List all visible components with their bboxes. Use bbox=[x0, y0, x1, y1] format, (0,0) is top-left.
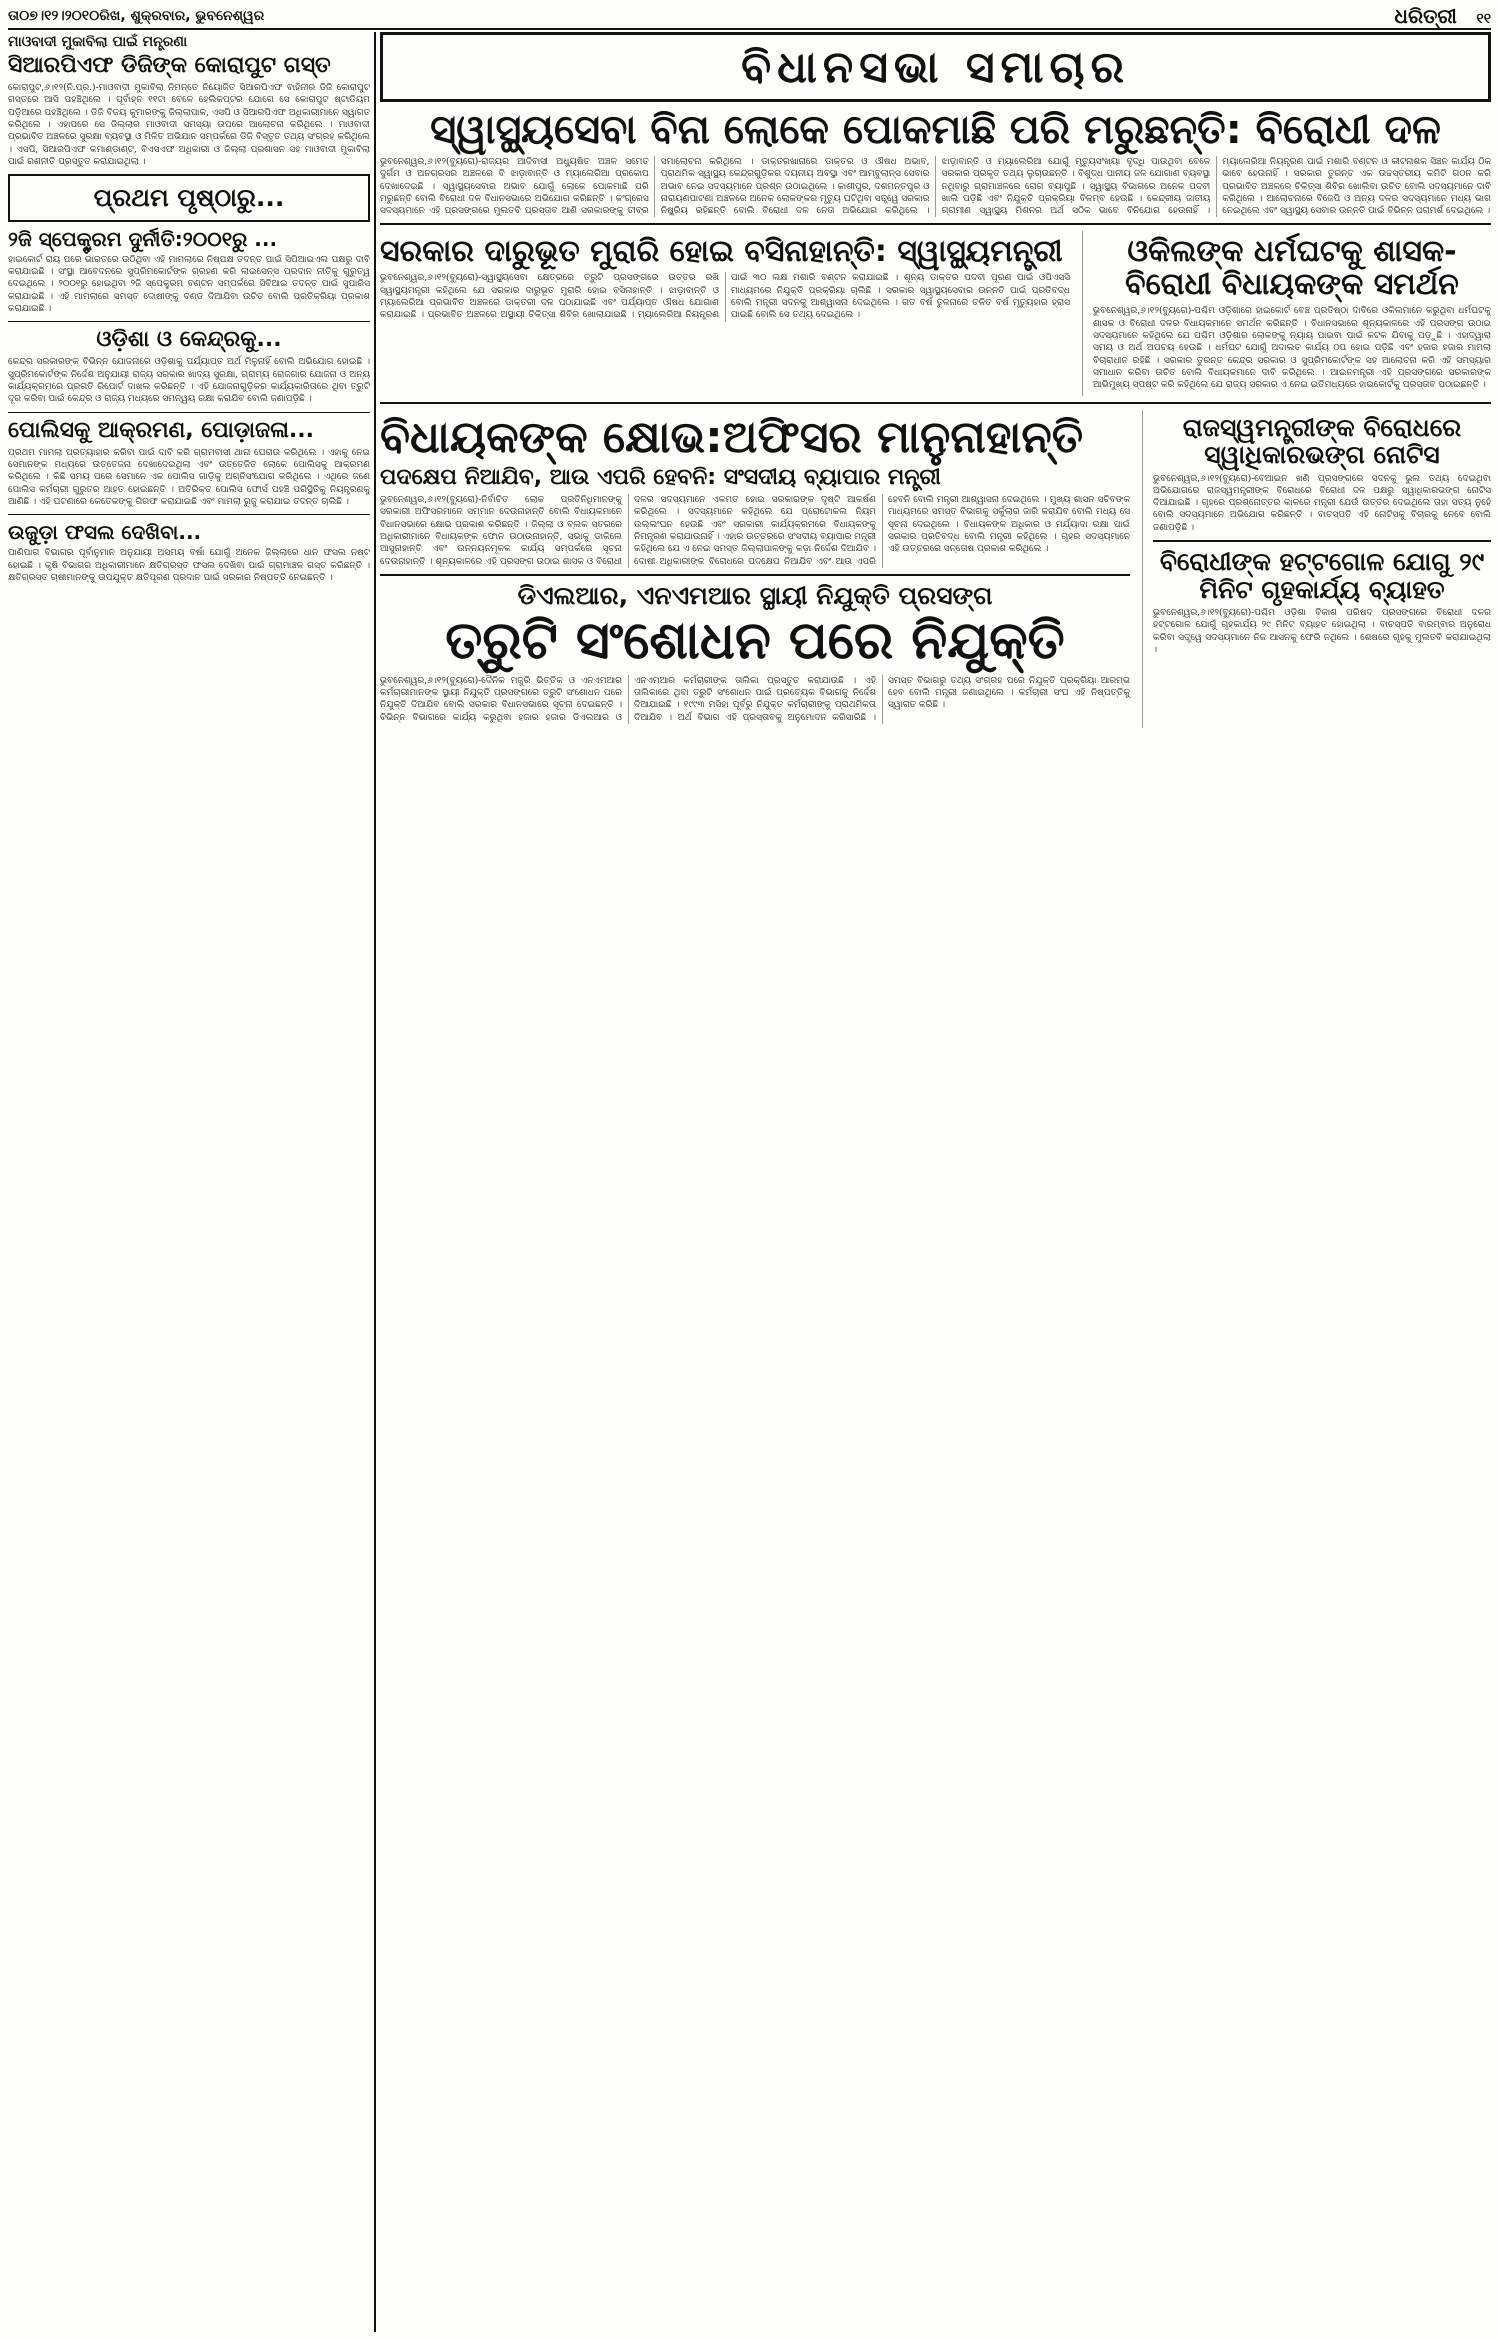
r6-headline: ବିରୋଧୀଙ୍କ ହଟ୍ଟଗୋଳ ଯୋଗୁ ୨୯ ମିନିଟ ଗୃହକାର୍ଯ୍ୟ ବ୍ୟାହତ bbox=[1159, 547, 1485, 604]
r2-article bbox=[380, 231, 1070, 395]
a1-headline: ସିଆରପିଏଫ ଡିଜିଙ୍କ କୋରାପୁଟ ଗସ୍ତ bbox=[8, 53, 331, 78]
dateline: ତା୦୭।୧୨।୨୦୧୦ରିଖ, ଶୁକ୍ରବାର, ଭୁବନେଶ୍ୱର bbox=[8, 8, 265, 24]
r7-body: ଭୁବନେଶ୍ୱର,୬।୧୨(ବ୍ୟୁରୋ)-ଦୈନିକ ମଜୁରି ଭିତ୍ତିକ ଓ ଏନଏମଆର କର୍ମଚାରୀମାନଙ୍କ ସ୍ଥାୟୀ ନିଯୁକ୍ତି ପ୍ରସଙ୍ଗରେ ତ୍ରୁଟି ସଂଶୋଧନ ପରେ ନିଯୁକ୍ତି ଦିଆଯିବ ବୋଲି ସରକାର ବିଧାନସଭାରେ ସୂଚନା ଦେଇଛନ୍ତି । ବିଭିନ୍ନ ବିଭାଗରେ କାର୍ଯ୍ୟ କରୁଥିବା ହଜାର ହଜାର ଡିଏଲଆର ଓ ଏନଏମଆର କର୍ମଚାରୀଙ୍କ ତାଲିକା ପ୍ରସ୍ତୁତ କରାଯାଉଛି । ଏହି ତାଲିକାରେ ଥିବା ତ୍ରୁଟି ସଂଶୋଧନ ପାଇଁ ପ୍ରତ୍ୟେକ ବିଭାଗକୁ ନିର୍ଦ୍ଦେଶ ଦିଆଯାଇଛି । ୧୯୯୩ ମସିହା ପୂର୍ବରୁ ନିଯୁକ୍ତ କର୍ମଚାରୀଙ୍କୁ ପ୍ରାଥମିକତା ଦିଆଯିବ । ଅର୍ଥ ବିଭାଗ ଏହି ପ୍ରସ୍ତାବକୁ ଅନୁମୋଦନ କରିସାରିଛି । ସମସ୍ତ ବିଭାଗରୁ ତଥ୍ୟ ସଂଗ୍ରହ ପରେ ନିଯୁକ୍ତି ପ୍ରକ୍ରିୟା ଆରମ୍ଭ ହେବ ବୋଲି ମନ୍ତ୍ରୀ ଜଣାଇଥିଲେ । କର୍ମଚାରୀ ସଂଘ ଏହି ନିଷ୍ପତ୍ତିକୁ ସ୍ୱାଗତ କରିଛି । bbox=[380, 675, 1130, 723]
column-divider bbox=[374, 32, 376, 2332]
page-number: ୧୧ bbox=[1476, 11, 1491, 27]
left-column bbox=[8, 32, 370, 2330]
mid-row bbox=[380, 231, 1491, 395]
r5-body: ଭୁବନେଶ୍ୱର,୬।୧୨(ବ୍ୟୁରୋ)-ବେଆଇନ ଖଣି ପ୍ରସଙ୍ଗରେ ସଦନକୁ ଭୁଲ ତଥ୍ୟ ଦେଇଥିବା ଅଭିଯୋଗରେ ରାଜସ୍ୱମନ୍ତ୍ରୀଙ୍କ ବିରୋଧରେ ବିରୋଧୀ ଦଳ ପକ୍ଷରୁ ସ୍ୱାଧିକାରଭଙ୍ଗ ନୋଟିସ ଦିଆଯାଇଛି । ଗୃହରେ ପ୍ରଶ୍ନୋତ୍ତର କାଳରେ ମନ୍ତ୍ରୀ ଯେଉଁ ଉତ୍ତର ଦେଇଥିଲେ ତାହା ସତ୍ୟ ନୁହେଁ ବୋଲି ସଦସ୍ୟମାନେ ଅଭିଯୋଗ କରିଛନ୍ତି । ବାଚସ୍ପତି ଏହି ନୋଟିସକୁ ବିଚାରକୁ ନେବେ ବୋଲି ଜଣାପଡ଼ିଛି । bbox=[1153, 473, 1491, 533]
lower-row bbox=[380, 410, 1491, 728]
page-header bbox=[8, 4, 1491, 30]
r5-headline: ରାଜସ୍ୱମନ୍ତ୍ରୀଙ୍କ ବିରୋଧରେ ସ୍ୱାଧିକାରଭଙ୍ଗ ନୋଟିସ bbox=[1182, 412, 1462, 470]
a4-body: ପ୍ରଥମ ମାମଲା ପ୍ରତ୍ୟାହାର କରିବା ପାଇଁ ଦାବି କରି ଗ୍ରାମବାସୀ ଥାନା ଘେରାଉ କରିଥିଲେ । ଏହାକୁ ନେଇ ସେମାନଙ୍କ ମଧ୍ୟରେ ଉତ୍ତେଜନା ଦେଖାଦେଇଥିଲା ଏବଂ ଉତ୍ତେଜିତ ଲୋକେ ପୋଲିସକୁ ଆକ୍ରମଣ କରିଥିଲେ । କିଛି ସମୟ ପରେ ସେମାନେ ଏକ ପୋଲିସ ଗାଡ଼ିକୁ ଅଗ୍ନିସଂଯୋଗ କରିଥିଲେ । ଏଥିରେ ଜଣେ ପୋଲିସ କର୍ମଚାରୀ ଗୁରୁତର ଆହତ ହୋଇଛନ୍ତି । ଅତିରିକ୍ତ ପୋଲିସ ଫୋର୍ସ ପହଞ୍ଚି ପରିସ୍ଥିତିକୁ ନିୟନ୍ତ୍ରଣକୁ ଆଣିଛି । ଏହି ଘଟଣାରେ କେତେକଙ୍କୁ ଗିରଫ କରାଯାଇଛି ଏବଂ ମାମଲା ରୁଜୁ କରାଯାଇ ତଦନ୍ତ ଚାଲିଛି । bbox=[8, 447, 370, 507]
a5-headline: ଉଜୁଡ଼ା ଫସଲ ଦେଖିବା... bbox=[8, 520, 202, 545]
r3-article bbox=[1082, 231, 1491, 395]
a3-body: କେନ୍ଦ୍ର ସରକାରଙ୍କ ବିଭିନ୍ନ ଯୋଜନାରେ ଓଡ଼ିଶାକୁ ପର୍ଯ୍ୟାପ୍ତ ଅର୍ଥ ମିଳୁନାହିଁ ବୋଲି ଅଭିଯୋଗ ହୋଇଛି । ସୁପ୍ରିମକୋର୍ଟଙ୍କ ନିର୍ଦ୍ଦେଶ ଅନୁଯାୟୀ ରାଜ୍ୟ ସରକାର ଖାଦ୍ୟ ସୁରକ୍ଷା, ଗ୍ରାମ୍ୟ ରୋଜଗାର ଯୋଜନା ଓ ଅନ୍ୟ କାର୍ଯ୍ୟକ୍ରମରେ ପ୍ରଗତି ରିପୋର୍ଟ ଦାଖଲ କରିଛନ୍ତି । ଏହି ଯୋଜନାଗୁଡ଼ିକର କାର୍ଯ୍ୟକାରିତାରେ ଥିବା ତ୍ରୁଟି ଦୂର କରିବା ପାଇଁ କେନ୍ଦ୍ର ଓ ରାଜ୍ୟ ମଧ୍ୟରେ ସମନ୍ୱୟ ରକ୍ଷା କରାଯିବ ବୋଲି ଜଣାପଡ଼ିଛି । bbox=[8, 357, 370, 405]
right-section bbox=[380, 32, 1491, 2330]
r4-subheadline: ପଦକ୍ଷେପ ନିଆଯିବ, ଆଉ ଏପରି ହେବନି: ସଂସଦୀୟ ବ୍ୟାପାର ମନ୍ତ୍ରୀ bbox=[380, 464, 941, 490]
a2-body: ହାଇକୋର୍ଟ ରାୟ ପରେ ଭାରତରେ ଉଠିଥିବା ଏହି ମାମଲାରେ ନିଷ୍ପକ୍ଷ ତଦନ୍ତ ପାଇଁ ସିପିଆଇଏଲ ପକ୍ଷରୁ ଦାବି କରାଯାଇଛି । ସଂସ୍ଥା ଆବେଦନରେ ସୁପ୍ରିମକୋର୍ଟଙ୍କ ଗ୍ରହଣ କରି ଲାଇସେନ୍ସ ପ୍ରଦାନ ନୀତିକୁ ଗୁରୁତ୍ୱ ଦେଇଥିଲେ । ୨୦୦୧ରୁ ହୋଇଥିବା ୨ଜି ସ୍ପେକ୍ଟ୍ରମ ବଣ୍ଟନ ସମ୍ପର୍କରେ ସିବିଆଇ ତଦନ୍ତ ପାଇଁ ସୁପାରିସ କରାଯାଇଛି । ଏହି ମାମଲାରେ ସମସ୍ତ ଦୋଷୀଙ୍କୁ ଦଣ୍ଡ ଦିଆଯିବା ଉଚିତ ବୋଲି ପ୍ରତିକ୍ରିୟା ପ୍ରକାଶ କରାଯାଇଛି । bbox=[8, 254, 370, 314]
a4-headline: ପୋଲିସକୁ ଆକ୍ରମଣ, ପୋଡ଼ାଜଳା... bbox=[8, 417, 314, 443]
box-heading: ପ୍ରଥମ ପୃଷ୍ଠାରୁ... bbox=[93, 183, 285, 213]
r2-headline: ସରକାର ଦାରୁଭୂତ ମୁରାରି ହୋଇ ବସିନାହାନ୍ତି: ସ୍ୱାସ୍ଥ୍ୟମନ୍ତ୍ରୀ bbox=[380, 234, 1063, 270]
a1-body: କୋରାପୁଟ,୬।୧୨(ନି.ପ୍ର.)-ମାଓବାଦୀ ମୁକାବିଲା ନିମନ୍ତେ ନିୟୋଜିତ ସିଆରପିଏଫ ବାହିନୀର ଡିଜି କୋରାପୁଟ ଗସ୍ତରେ ଆସି ପହଞ୍ଚିଥିଲେ । ପୂର୍ବାହ୍ନ ୧୧ଟା ବେଳେ ହେଲିକପ୍ଟର ଯୋଗେ ସେ କୋରାପୁଟ ଷ୍ଟାଡିୟମ ପଡ଼ିଆରେ ପହଞ୍ଚିଥିଲେ । ଡିଜି ବିଜୟ କୁମାରଙ୍କୁ ଜିଲ୍ଲାପାଳ, ଏସପି ଓ ସିଆରପିଏଫ ଅଧିକାରୀମାନେ ସ୍ୱାଗତ କରିଥିଲେ । ଏହାପରେ ସେ ଜିଲ୍ଲାର ମାଓବାଦୀ ସମସ୍ୟା ଉପରେ ଆଲୋଚନା କରିଥିଲେ । ମାଓବାଦୀ ପ୍ରଭାବିତ ଅଞ୍ଚଳରେ ସୁରକ୍ଷା ବ୍ୟବସ୍ଥା ଓ ମିଳିତ ଅଭିଯାନ ସମ୍ପର୍କରେ ଡିଜି ବିସ୍ତୃତ ତଥ୍ୟ ସଂଗ୍ରହ କରିଥିଲେ । ଏସପି, ସିଆରପିଏଫ କମାଣ୍ଡାଣ୍ଟ, ବିଏସଏଫ ଅଧିକାରୀ ଓ ଜିଲ୍ଲା ପ୍ରଶାସନ ସହ ମାଓବାଦୀ ମୁକାବିଲା ପାଇଁ ରଣନୀତି ପ୍ରସ୍ତୁତ କରାଯାଇଥିଲା । bbox=[8, 83, 370, 167]
section-banner: ବିଧାନସଭା ସମାଚାର bbox=[380, 32, 1491, 102]
r3-body: ଭୁବନେଶ୍ୱର,୬।୧୨(ବ୍ୟୁରୋ)-ପଶ୍ଚିମ ଓଡ଼ିଶାରେ ହାଇକୋର୍ଟ ବେଞ୍ଚ ପ୍ରତିଷ୍ଠା ଦାବିରେ ଓକିଲମାନେ କରୁଥିବା ଧର୍ମଘଟକୁ ଶାସକ ଓ ବିରୋଧୀ ଦଳର ବିଧାୟକମାନେ ସମର୍ଥନ କରିଛନ୍ତି । ବିଧାନସଭାରେ ଶୂନ୍ୟକାଳରେ ଏହି ପ୍ରସଙ୍ଗ ଉଠାଇ ସଦସ୍ୟମାନେ କହିଥିଲେ ଯେ ପଶ୍ଚିମ ଓଡ଼ିଶାର ଲୋକଙ୍କୁ ନ୍ୟାୟ ପାଇବା ପାଇଁ କଟକ ଯିବାକୁ ପଡ଼ୁଛି । ଏହାଦ୍ୱାରା ସମୟ ଓ ଅର୍ଥ ଅପଚୟ ହେଉଛି । ଧର୍ମଘଟ ଯୋଗୁଁ ଅଦାଲତ କାର୍ଯ୍ୟ ଠପ ହୋଇ ପଡ଼ିଛି ଏବଂ ହଜାର ହଜାର ମାମଲା ବିଚାରାଧୀନ ରହିଛି । ସରକାର ତୁରନ୍ତ କେନ୍ଦ୍ର ସରକାର ଓ ସୁପ୍ରିମକୋର୍ଟଙ୍କ ସହ ଆଲୋଚନା କରି ଏହି ସମସ୍ୟାର ସମାଧାନ କରିବା ଉଚିତ ବୋଲି ବିଧାୟକମାନେ ଦାବି କରିଥିଲେ । ଆଇନମନ୍ତ୍ରୀ ଏହି ପ୍ରସଙ୍ଗରେ ସରକାରଙ୍କ ଆଭିମୁଖ୍ୟ ସ୍ପଷ୍ଟ କରି କହିଥିଲେ ଯେ ରାଜ୍ୟ ସରକାର ଏ ନେଇ ଇତିମଧ୍ୟରେ ହାଇକୋର୍ଟକୁ ପ୍ରସ୍ତାବ ପଠାଇଛନ୍ତି । bbox=[1093, 306, 1491, 391]
a1-kicker: ମାଓବାଦୀ ମୁକାବିଲା ପାଇଁ ମନ୍ତ୍ରଣା bbox=[8, 34, 188, 50]
r1-headline: ସ୍ୱାସ୍ଥ୍ୟସେବା ବିନା ଲୋକେ ପୋକମାଛି ପରି ମରୁଛନ୍ତି: ବିରୋଧୀ ଦଳ bbox=[430, 107, 1441, 153]
r4-article bbox=[380, 410, 1130, 728]
right-narrow-column bbox=[1142, 410, 1491, 728]
masthead-logo: ଧରିତ୍ରୀ bbox=[1394, 4, 1457, 28]
a5-body: ପାଣିପାଗ ବିଭାଗର ପୂର୍ବାନୁମାନ ଅନୁଯାୟୀ ଅସମୟ ବର୍ଷା ଯୋଗୁଁ ଅନେକ ଜିଲ୍ଲାରେ ଧାନ ଫସଲ ନଷ୍ଟ ହୋଇଛି । କୃଷି ବିଭାଗର ଅଧିକାରୀମାନେ କ୍ଷତିଗ୍ରସ୍ତ ଫସଲ ଦେଖିବା ପାଇଁ ଗ୍ରାମାଞ୍ଚଳ ଗସ୍ତ କରିଛନ୍ତି । କ୍ଷତିଗ୍ରସ୍ତ ଚାଷୀମାନଙ୍କୁ ଉପଯୁକ୍ତ କ୍ଷତିପୂରଣ ପ୍ରଦାନ ପାଇଁ ସରକାର ନିଷ୍ପତ୍ତି ନେଇଛନ୍ତି । bbox=[8, 548, 370, 583]
a3-headline: ଓଡ଼ିଶା ଓ କେନ୍ଦ୍ରକୁ... bbox=[96, 327, 282, 353]
a2-headline: ୨ଜି ସ୍ପେକ୍ଟ୍ରମ ଦୁର୍ନୀତି:୨୦୦୧ରୁ ... bbox=[8, 226, 278, 251]
from-front-page-box bbox=[8, 174, 370, 222]
r1-body: ଭୁବନେଶ୍ୱର,୬।୧୨(ବ୍ୟୁରୋ)-ରାଜ୍ୟର ଆଦିବାସୀ ଅଧ୍ୟୁଷିତ ଅଞ୍ଚଳ ସମେତ ଦୁର୍ଗମ ଓ ଅନଗ୍ରସର ଅଞ୍ଚଳରେ ବି ଝାଡ଼ାବାନ୍ତି ଓ ମ୍ୟାଲେରିଆ ପ୍ରକୋପ ଦେଖାଦେଇଛି । ସ୍ୱାସ୍ଥ୍ୟସେବାର ଅଭାବ ଯୋଗୁଁ ଲୋକେ ପୋକମାଛି ପରି ମରୁଛନ୍ତି ବୋଲି ବିରୋଧୀ ଦଳ ବିଧାନସଭାରେ ଅଭିଯୋଗ କରିଛନ୍ତି । କଂଗ୍ରେସ ସଦସ୍ୟମାନେ ଏହି ପ୍ରସଙ୍ଗରେ ମୁଲତବି ପ୍ରସ୍ତାବ ଆଣି ସରକାରଙ୍କୁ ତୀବ୍ର ସମାଲୋଚନା କରିଥିଲେ । ଡାକ୍ତରଖାନାରେ ଡାକ୍ତର ଓ ଔଷଧ ଅଭାବ, ପ୍ରାଥମିକ ସ୍ୱାସ୍ଥ୍ୟ କେନ୍ଦ୍ରଗୁଡ଼ିକର ଦୟନୀୟ ଅବସ୍ଥା ଏବଂ ଆମ୍ବୁଲାନ୍ସ ସେବାର ଅଭାବ ନେଇ ସଦସ୍ୟମାନେ ପ୍ରଶ୍ନ ଉଠାଇଥିଲେ । କାଶୀପୁର, ଦଶମନ୍ତପୁର ଓ ନାରାୟଣପାଟଣା ଅଞ୍ଚଳରେ ଅନେକ ଲୋକଙ୍କର ମୃତ୍ୟୁ ଘଟିଥିବା ସତ୍ତ୍ୱେ ସରକାର ନିଷ୍କ୍ରିୟ ରହିଛନ୍ତି ବୋଲି ବିରୋଧୀ ଦଳ ନେତା ଅଭିଯୋଗ କରିଥିଲେ । ଝାଡ଼ାବାନ୍ତି ଓ ମ୍ୟାଲେରିଆ ଯୋଗୁଁ ମୃତ୍ୟୁସଂଖ୍ୟା ବୃଦ୍ଧି ପାଉଥିବା ବେଳେ ସରକାର ପ୍ରକୃତ ତଥ୍ୟ ଲୁଚାଉଛନ୍ତି । ବିଶୁଦ୍ଧ ପାନୀୟ ଜଳ ଯୋଗାଣ ବ୍ୟବସ୍ଥା ନଥିବାରୁ ଗ୍ରାମାଞ୍ଚଳରେ ରୋଗ ବ୍ୟାପୁଛି । ସ୍ୱାସ୍ଥ୍ୟ ବିଭାଗରେ ଅନେକ ପଦବୀ ଖାଲି ପଡ଼ିଛି ଏବଂ ନିଯୁକ୍ତି ପ୍ରକ୍ରିୟା ବିଳମ୍ବ ହେଉଛି । କେନ୍ଦ୍ରୀୟ ଜାତୀୟ ଗ୍ରାମୀଣ ସ୍ୱାସ୍ଥ୍ୟ ମିଶନର ଅର୍ଥ ସଠିକ ଭାବେ ବିନିଯୋଗ ହେଉନାହିଁ । ମ୍ୟାଲେରିଆ ନିୟନ୍ତ୍ରଣ ପାଇଁ ମଶାରି ବଣ୍ଟନ ଓ କୀଟନାଶକ ସିଞ୍ଚନ କାର୍ଯ୍ୟ ଠିକ ଭାବେ ହେଉନାହିଁ । ସରକାର ତୁରନ୍ତ ଏକ ଉଚ୍ଚସ୍ତରୀୟ କମିଟି ଗଠନ କରି ପ୍ରଭାବିତ ଅଞ୍ଚଳରେ ଚିକିତ୍ସା ଶିବିର ଖୋଲିବା ଉଚିତ ବୋଲି ସଦସ୍ୟମାନେ ଦାବି କରିଥିଲେ । ଆଲୋଚନାରେ ବିଜେପି ଓ ଅନ୍ୟ ଦଳର ସଦସ୍ୟମାନେ ମଧ୍ୟ ଭାଗ ନେଇଥିଲେ ଏବଂ ସ୍ୱାସ୍ଥ୍ୟ ସେବାର ଉନ୍ନତି ପାଇଁ ବିଭିନ୍ନ ପରାମର୍ଶ ଦେଇଥିଲେ । bbox=[380, 157, 1491, 217]
r4-headline: ବିଧାୟକଙ୍କ କ୍ଷୋଭ:ଅଫିସର ମାନୁନାହାନ୍ତି bbox=[380, 411, 1084, 463]
r7-kicker: ଡିଏଲଆର, ଏନଏମଆର ସ୍ଥାୟୀ ନିଯୁକ୍ତି ପ୍ରସଙ୍ଗ bbox=[517, 580, 993, 610]
r2-body: ଭୁବନେଶ୍ୱର,୬।୧୨(ବ୍ୟୁରୋ)-ସ୍ୱାସ୍ଥ୍ୟସେବା କ୍ଷେତ୍ରରେ ତ୍ରୁଟି ପ୍ରସଙ୍ଗରେ ଉତ୍ତର ରଖି ସ୍ୱାସ୍ଥ୍ୟମନ୍ତ୍ରୀ କହିଥିଲେ ଯେ ସରକାର ଦାରୁଭୂତ ମୁରାରି ହୋଇ ବସିନାହାନ୍ତି । ଝାଡ଼ାବାନ୍ତି ଓ ମ୍ୟାଲେରିଆ ପ୍ରଭାବିତ ଅଞ୍ଚଳରେ ଡାକ୍ତରୀ ଦଳ ପଠାଯାଇଛି ଏବଂ ପର୍ଯ୍ୟାପ୍ତ ଔଷଧ ଯୋଗାଣ କରାଯାଇଛି । ପ୍ରଭାବିତ ଅଞ୍ଚଳରେ ଅସ୍ଥାୟୀ ଚିକିତ୍ସା ଶିବିର ଖୋଲାଯାଇଛି । ମ୍ୟାଲେରିଆ ନିୟନ୍ତ୍ରଣ ପାଇଁ ୩୦ ଲକ୍ଷ ମଶାରି ବଣ୍ଟନ କରାଯାଇଛି । ଶୂନ୍ୟ ଡାକ୍ତର ପଦବୀ ପୂରଣ ପାଇଁ ଓପିଏସସି ମାଧ୍ୟମରେ ନିଯୁକ୍ତି ପ୍ରକ୍ରିୟା ଚାଲିଛି । ସରକାର ସ୍ୱାସ୍ଥ୍ୟସେବାର ଉନ୍ନତି ପାଇଁ ପ୍ରତିବଦ୍ଧ ବୋଲି ମନ୍ତ୍ରୀ ସଦନକୁ ଆଶ୍ୱାସନା ଦେଇଥିଲେ । ଗତ ବର୍ଷ ତୁଳନାରେ ଚଳିତ ବର୍ଷ ମୃତ୍ୟୁହାର ହ୍ରାସ ପାଇଛି ବୋଲି ସେ ତଥ୍ୟ ଦେଇଥିଲେ । bbox=[380, 273, 1070, 321]
r7-headline: ତ୍ରୁଟି ସଂଶୋଧନ ପରେ ନିଯୁକ୍ତି bbox=[445, 611, 1065, 672]
r3-headline: ଓକିଲଙ୍କ ଧର୍ମଘଟକୁ ଶାସକ-ବିରୋଧୀ ବିଧାୟକଙ୍କ ସମର୍ଥନ bbox=[1125, 234, 1459, 303]
r4-body: ଭୁବନେଶ୍ୱର,୬।୧୨(ବ୍ୟୁରୋ)-ନିର୍ବାଚିତ ଲୋକ ପ୍ରତିନିଧିମାନଙ୍କୁ ସରକାରୀ ଅଫିସରମାନେ ସମ୍ମାନ ଦେଉନାହାନ୍ତି ବୋଲି ବିଧାୟକମାନେ ବିଧାନସଭାରେ କ୍ଷୋଭ ପ୍ରକାଶ କରିଛନ୍ତି । ଜିଲ୍ଲା ଓ ବ୍ଲକ ସ୍ତରରେ ଅଧିକାରୀମାନେ ବିଧାୟକଙ୍କ ଫୋନ ଉଠାଉନାହାନ୍ତି, ସଭାକୁ ଡାକିଲେ ଆସୁନାହାନ୍ତି ଏବଂ ଉନ୍ନୟନମୂଳକ କାର୍ଯ୍ୟ ସମ୍ପର୍କରେ ସୂଚନା ଦେଉନାହାନ୍ତି । ଶୂନ୍ୟକାଳରେ ଏହି ପ୍ରସଙ୍ଗ ଉଠାଇ ଶାସକ ଓ ବିରୋଧୀ ଦଳର ସଦସ୍ୟମାନେ ଏକମତ ହୋଇ ସରକାରଙ୍କ ଦୃଷ୍ଟି ଆକର୍ଷଣ କରିଥିଲେ । ସଦସ୍ୟମାନେ କହିଥିଲେ ଯେ ପ୍ରୋଟୋକଲ ନିୟମ ଉଲ୍ଲଂଘନ ହେଉଛି ଏବଂ ସରକାରୀ କାର୍ଯ୍ୟକ୍ରମରେ ବିଧାୟକଙ୍କୁ ନିମନ୍ତ୍ରଣ କରାଯାଉନାହିଁ । ଏହାର ଉତ୍ତରରେ ସଂସଦୀୟ ବ୍ୟାପାର ମନ୍ତ୍ରୀ କହିଥିଲେ ଯେ ଏ ନେଇ ସମସ୍ତ ଜିଲ୍ଲାପାଳଙ୍କୁ କଡ଼ା ନିର୍ଦ୍ଦେଶ ଦିଆଯିବ । ଦୋଷୀ ଅଧିକାରୀଙ୍କ ବିରୋଧରେ ପଦକ୍ଷେପ ନିଆଯିବ ଏବଂ ଆଉ ଏପରି ହେବନି ବୋଲି ମନ୍ତ୍ରୀ ଆଶ୍ୱାସନା ଦେଇଥିଲେ । ମୁଖ୍ୟ ଶାସନ ସଚିବଙ୍କ ମାଧ୍ୟମରେ ସମସ୍ତ ବିଭାଗକୁ ସର୍କୁଲାର ଜାରି କରାଯିବ ବୋଲି ମଧ୍ୟ ସେ ସୂଚନା ଦେଇଥିଲେ । ବିଧାୟକଙ୍କ ଅଧିକାର ଓ ମର୍ଯ୍ୟାଦା ରକ୍ଷା ପାଇଁ ସରକାର ପ୍ରତିବଦ୍ଧ ବୋଲି ମନ୍ତ୍ରୀ କହିଥିଲେ । ଗୃହର ସଦସ୍ୟମାନେ ଏହି ଉତ୍ତରରେ ସନ୍ତୋଷ ପ୍ରକାଶ କରିଥିଲେ । bbox=[380, 495, 1130, 567]
r6-body: ଭୁବନେଶ୍ୱର,୬।୧୨(ବ୍ୟୁରୋ)-ପଶ୍ଚିମ ଓଡ଼ିଶା ବିକାଶ ପରିଷଦ ପ୍ରସଙ୍ଗରେ ବିରୋଧୀ ଦଳର ହଟ୍ଟଗୋଳ ଯୋଗୁଁ ଗୃହକାର୍ଯ୍ୟ ୨୯ ମିନିଟ ବ୍ୟାହତ ହୋଇଥିଲା । ବାଚସ୍ପତି ବାରମ୍ବାର ଅନୁରୋଧ କରିବା ସତ୍ତ୍ୱେ ସଦସ୍ୟମାନେ ନିଜ ଆସନକୁ ଫେରି ନଥିଲେ । ଶେଷରେ ଗୃହକୁ ମୁଲତବି କରାଯାଇଥିଲା । bbox=[1153, 608, 1491, 655]
